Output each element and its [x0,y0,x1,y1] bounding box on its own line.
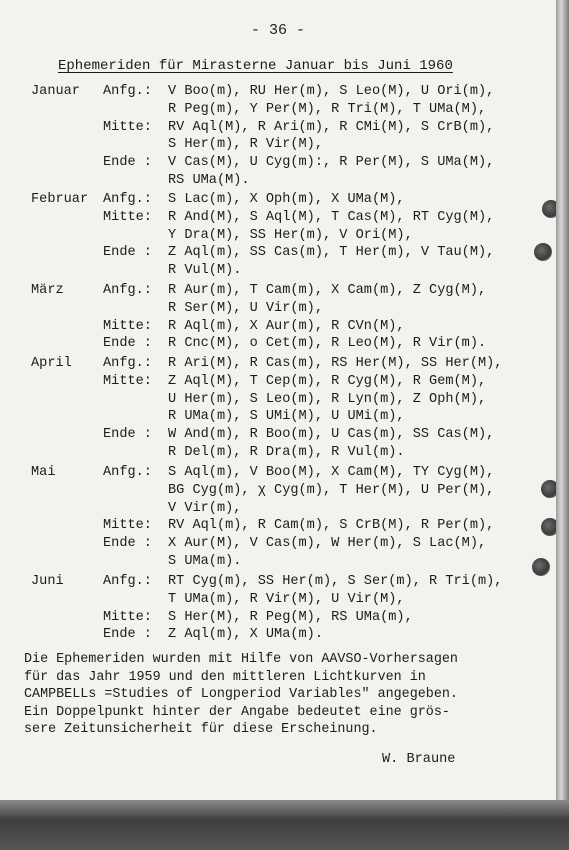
star-list-line: RV Aql(m), R Cam(m), S CrB(M), R Per(m), [168,518,495,534]
period-label: Anfg.: [103,283,152,298]
star-list-line: R Peg(m), Y Per(M), R Tri(M), T UMa(M), [168,101,487,117]
star-list-line: S Her(M), R Peg(M), RS UMa(m), [168,609,413,625]
star-list-line: Z Aql(m), SS Cas(m), T Her(m), V Tau(M), [168,245,495,261]
period-label: Anfg.: [103,356,152,371]
star-list-line: S Lac(m), X Oph(m), X UMa(M), [168,192,405,207]
month-label: Januar [31,84,80,99]
scan-shadow [0,800,569,850]
month-label: März [31,283,64,298]
period-label: Mitte: [103,609,152,625]
footer-line: Ein Doppelpunkt hinter der Angabe bedeutet eine grös- [24,704,450,720]
page-title: Ephemeriden für Mirasterne Januar bis Juni 1960 [58,58,453,74]
punch-hole [534,243,552,261]
period-label: Anfg.: [103,84,152,99]
star-list-line: V Boo(m), RU Her(m), S Leo(M), U Ori(m), [168,84,495,99]
star-list-line: R Aur(m), T Cam(m), X Cam(m), Z Cyg(M), [168,283,487,298]
period-label: Ende : [103,245,152,261]
star-list-line: U Her(m), S Leo(m), R Lyn(m), Z Oph(M), [168,391,487,407]
period-label: Anfg.: [103,574,152,589]
month-label: April [31,356,72,371]
period-label: Mitte: [103,373,152,389]
star-list-line: S UMa(m). [168,554,242,569]
month-label: Juni [31,574,64,589]
period-label: Mitte: [103,518,152,534]
page-edge [556,0,569,800]
period-label: Ende : [103,427,152,443]
signature: W. Braune [382,752,456,767]
month-label: Mai [31,465,56,480]
star-list-line: Z Aql(M), T Cep(m), R Cyg(M), R Gem(M), [168,373,487,389]
footer-line: CAMPBELLs =Studies of Longperiod Variables" angegeben. [24,687,458,703]
star-list-line: RT Cyg(m), SS Her(m), S Ser(m), R Tri(m), [168,574,503,589]
page-number: - 36 - [250,22,305,39]
star-list-line: BG Cyg(m), χ Cyg(m), T Her(M), U Per(M), [168,482,495,498]
month-label: Februar [31,192,89,207]
period-label: Ende : [103,627,152,643]
star-list-line: RS UMa(M). [168,173,250,188]
star-list-line: R Cnc(M), o Cet(m), R Leo(M), R Vir(m). [168,336,487,352]
period-label: Mitte: [103,119,152,135]
period-label: Anfg.: [103,465,152,480]
punch-hole [541,480,556,498]
star-list-line: V Cas(M), U Cyg(m):, R Per(M), S UMa(M), [168,155,495,171]
period-label: Ende : [103,155,152,171]
star-list-line: R UMa(m), S UMi(M), U UMi(m), [168,409,405,425]
period-label: Mitte: [103,318,152,334]
footer-line: sere Zeitunsicherheit für diese Erscheinung. [24,722,378,738]
star-list-line: R Vul(M). [168,263,242,279]
footer-line: für das Jahr 1959 und den mittleren Lichtkurven in [24,669,426,685]
period-label: Ende : [103,536,152,552]
star-list-line: R Aql(m), X Aur(m), R CVn(M), [168,318,405,334]
period-label: Anfg.: [103,192,152,207]
star-list-line: RV Aql(M), R Ari(m), R CMi(M), S CrB(m), [168,119,495,135]
star-list-line: S Aql(m), V Boo(M), X Cam(M), TY Cyg(M), [168,465,495,480]
star-list-line: Y Dra(M), SS Her(m), V Ori(M), [168,227,413,243]
period-label: Mitte: [103,209,152,225]
period-label: Ende : [103,336,152,352]
star-list-line: W And(m), R Boo(m), U Cas(m), SS Cas(M), [168,427,495,443]
star-list-line: T UMa(m), R Vir(M), U Vir(M), [168,591,405,607]
star-list-line: V Vir(m), [168,500,242,516]
punch-hole [542,200,556,218]
star-list-line: R And(M), S Aql(M), T Cas(M), RT Cyg(M), [168,209,495,225]
footer-line: Die Ephemeriden wurden mit Hilfe von AAVSO-Vorhersagen [24,652,458,667]
star-list-line: R Ari(M), R Cas(m), RS Her(M), SS Her(M), [168,356,503,371]
punch-hole [541,518,556,536]
star-list-line: R Ser(M), U Vir(m), [168,300,323,316]
star-list-line: Z Aql(m), X UMa(m). [168,627,323,643]
punch-hole [532,558,550,576]
star-list-line: X Aur(M), V Cas(m), W Her(m), S Lac(M), [168,536,487,552]
star-list-line: S Her(m), R Vir(M), [168,137,323,153]
star-list-line: R Del(m), R Dra(m), R Vul(m). [168,445,405,460]
